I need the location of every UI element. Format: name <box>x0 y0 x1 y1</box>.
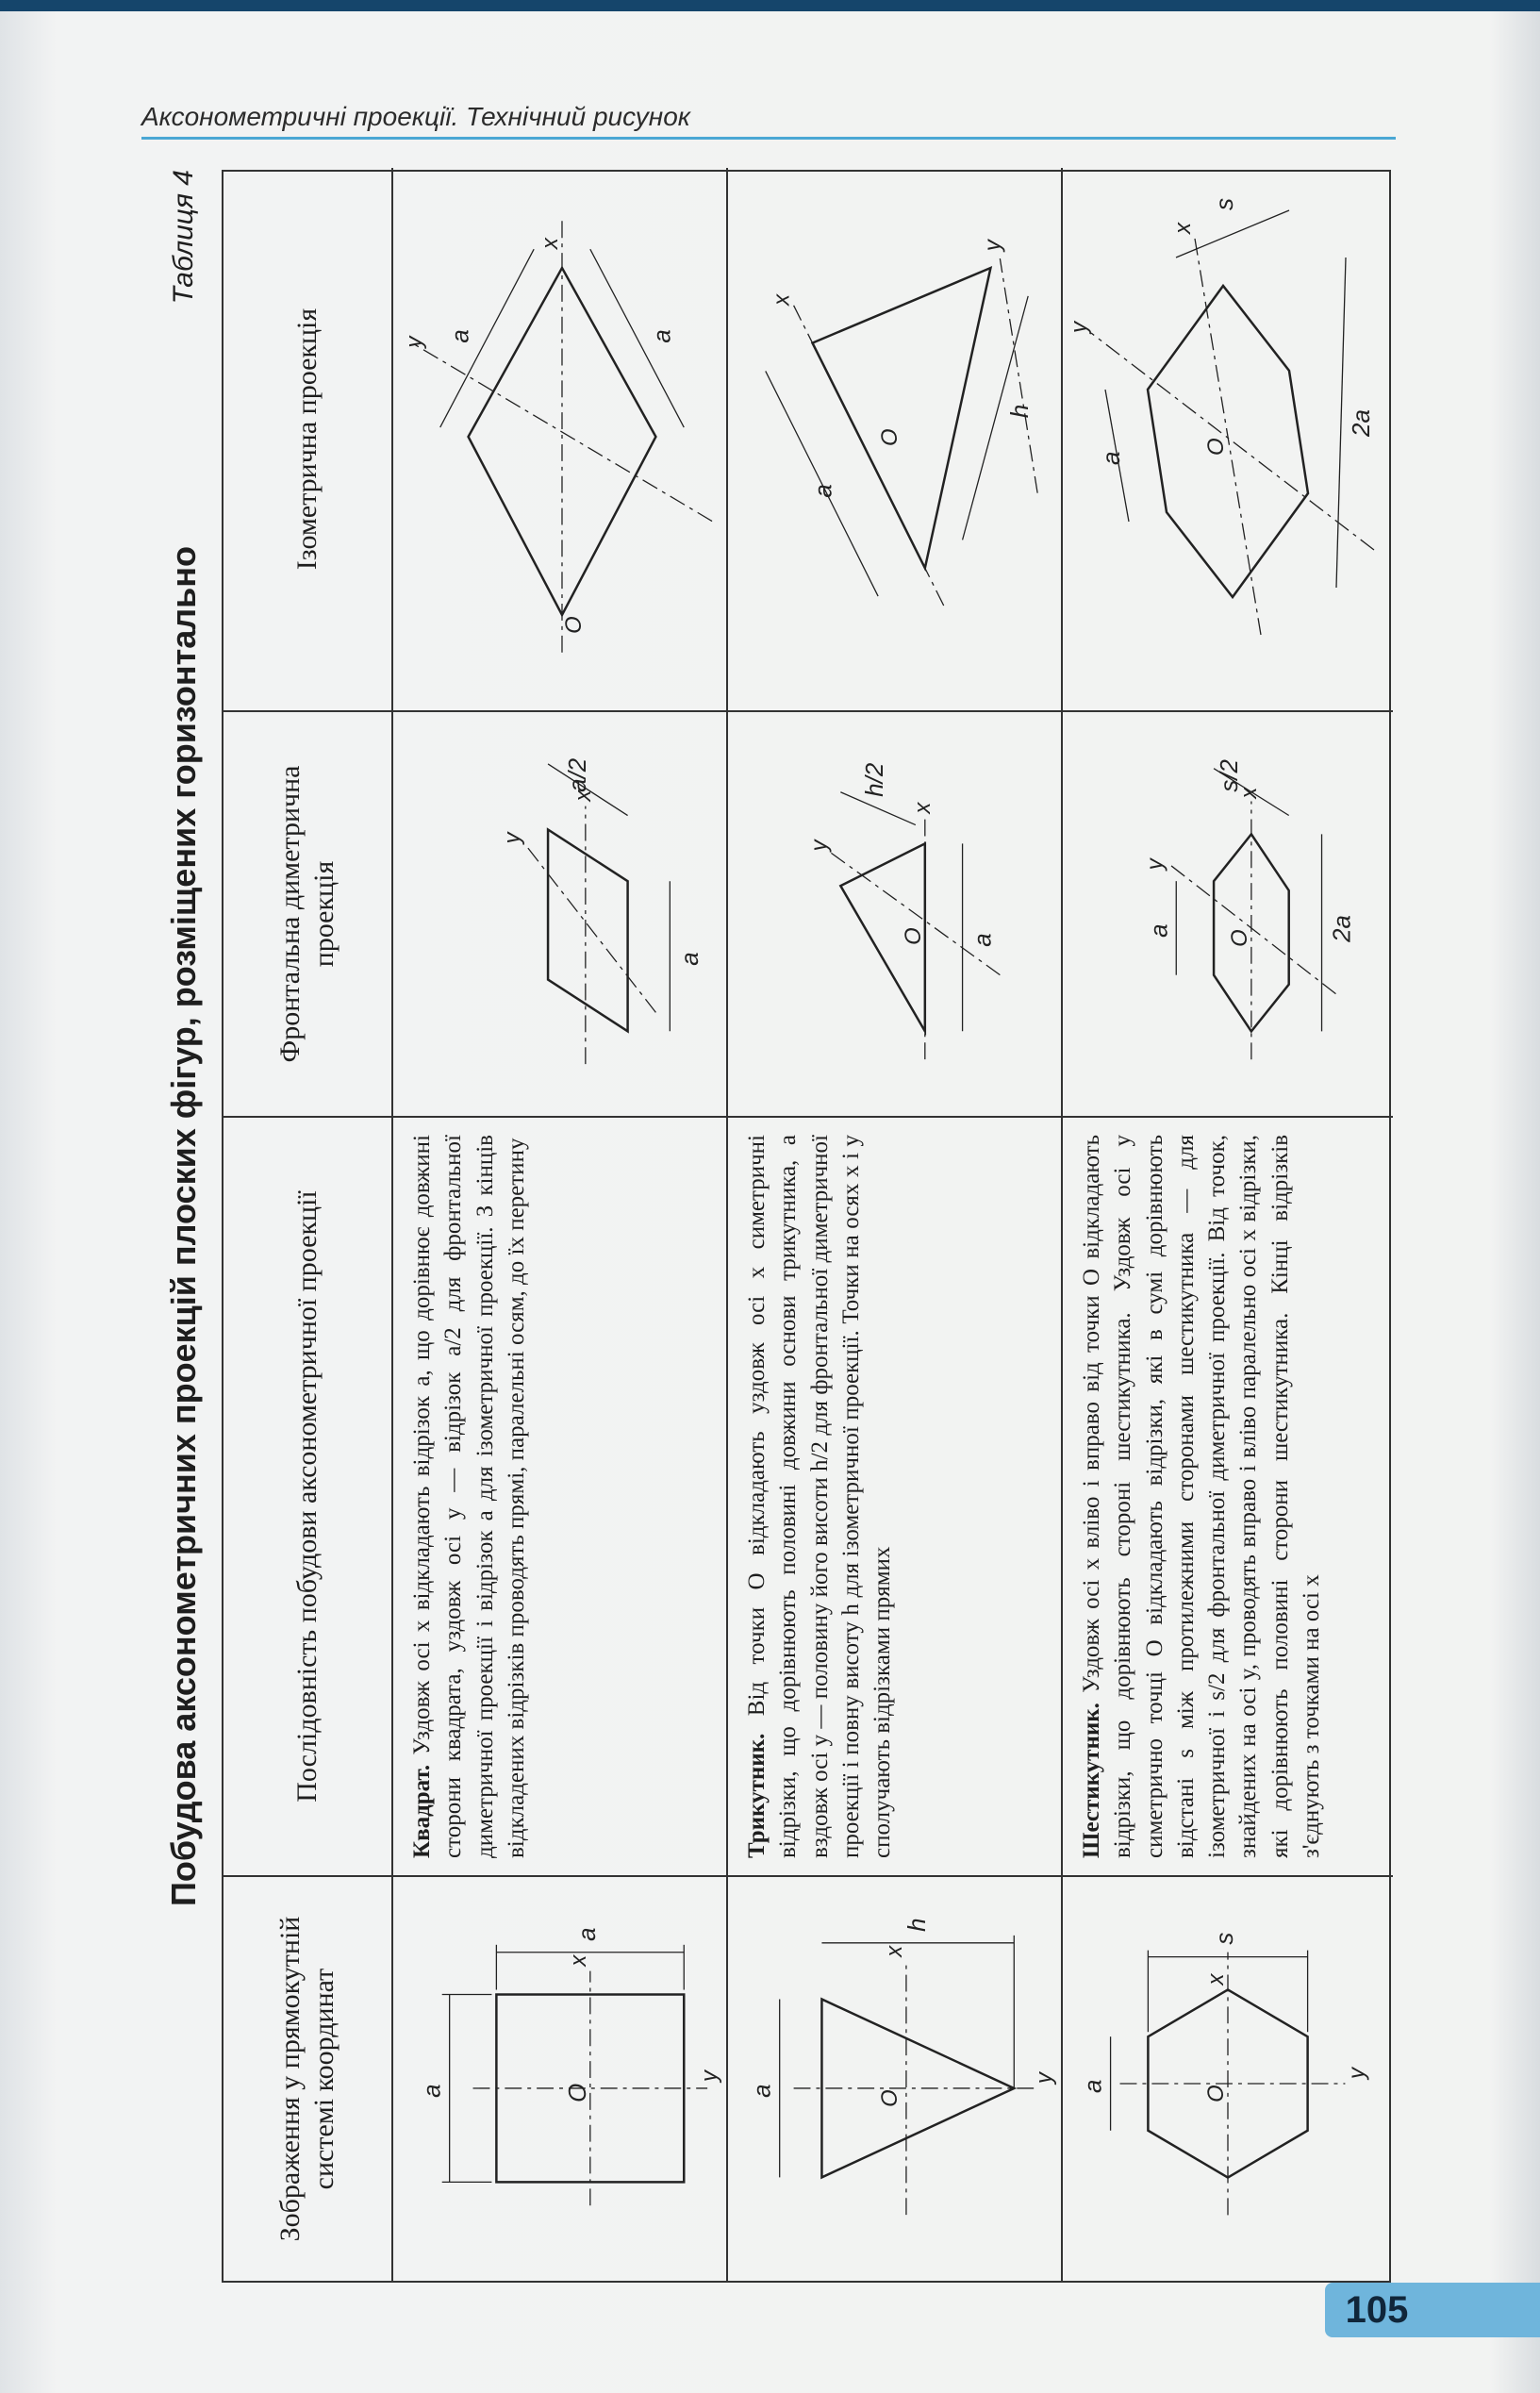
triangle-text: Від точки O відкладають уздовж осі x симетричні відрізки, що дорівнюють половині довжини основи трикутника, а вздовж осі y — половину його висоти h/2 для фронтальної диметричної проекції і повну висоту h для ізометричної проекції. Точки на осях x і y сполучають відрізками прямих <box>744 1135 895 1858</box>
square-dimetric-drawing <box>393 712 726 1116</box>
triangle-orthographic-drawing <box>728 1877 1061 2281</box>
hexagon-isometric-drawing <box>1063 168 1393 710</box>
top-color-band <box>0 0 1540 11</box>
hexagon-frontal-dimetric-figure <box>1063 710 1393 1116</box>
square-name: Квадрат. <box>409 1764 435 1858</box>
square-isometric-a-label-1: a <box>447 329 474 343</box>
triangle-description <box>728 1116 1063 1875</box>
column-header-sequence: Послідовність побудови аксонометричної проекції <box>224 1116 393 1875</box>
table-label: Таблиця 4 <box>168 170 199 305</box>
square-orthographic-drawing <box>393 1877 726 2281</box>
square-dimetric-y-label: y <box>500 832 526 844</box>
hexagon-dimetric-a-label: a <box>1146 923 1173 938</box>
triangle-isometric-a-label: a <box>810 484 837 498</box>
page-number-band <box>1429 2283 1540 2337</box>
square-isometric-y-label: y <box>401 336 427 348</box>
square-x-axis-label: x <box>565 1954 591 1967</box>
triangle-dimetric-x-label: x <box>909 802 936 814</box>
header-rule <box>141 137 1396 140</box>
column-header-coordinate-image: Зображення у прямокутній системі координат <box>224 1875 393 2281</box>
hexagon-isometric-figure <box>1063 168 1393 710</box>
hexagon-origin-label: O <box>1203 2085 1230 2102</box>
hexagon-isometric-origin-label: O <box>1203 438 1229 456</box>
triangle-isometric-x-label: x <box>769 293 795 306</box>
column-header-isometric: Ізометрична проекція <box>224 168 393 710</box>
square-origin-label: O <box>564 2083 591 2102</box>
hexagon-isometric-a-label: a <box>1097 451 1125 465</box>
triangle-isometric-h-label: h <box>1007 404 1035 419</box>
triangle-isometric-figure <box>728 168 1063 710</box>
hexagon-isometric-s-label: s <box>1210 198 1238 210</box>
square-frontal-dimetric-figure <box>393 710 728 1116</box>
hexagon-orthographic-figure <box>1063 1875 1393 2281</box>
square-side-label-vertical: a <box>573 1927 601 1941</box>
hexagon-dimetric-x-label: x <box>1235 787 1262 799</box>
triangle-dimetric-y-label: y <box>806 839 833 852</box>
triangle-y-label: y <box>1032 2072 1058 2084</box>
square-isometric-figure <box>393 168 728 710</box>
square-dimetric-a-half-label: a/2 <box>564 757 591 792</box>
hexagon-isometric-2a-label: 2a <box>1347 409 1375 437</box>
triangle-isometric-y-label: y <box>980 240 1006 252</box>
triangle-dimetric-a-label: a <box>969 933 997 947</box>
square-isometric-a-label-2: a <box>649 329 676 343</box>
triangle-dimetric-h-half-label: h/2 <box>862 762 889 797</box>
hexagon-orthographic-drawing <box>1063 1877 1393 2281</box>
square-dimetric-x-label: x <box>570 789 596 802</box>
triangle-base-label: a <box>749 2084 776 2098</box>
hexagon-dimetric-2a-label: 2a <box>1329 915 1356 942</box>
square-isometric-origin-label: O <box>560 616 587 634</box>
hexagon-s-label: s <box>1211 1932 1238 1945</box>
triangle-isometric-drawing <box>728 168 1061 710</box>
hexagon-dimetric-drawing <box>1063 712 1393 1116</box>
hexagon-dimetric-y-label: y <box>1142 858 1168 871</box>
construction-table <box>222 170 1391 2283</box>
square-description <box>393 1116 728 1875</box>
triangle-frontal-dimetric-figure <box>728 710 1063 1116</box>
page-number: 105 <box>1325 2283 1429 2337</box>
hexagon-name: Шестикутник. <box>1079 1703 1104 1858</box>
triangle-x-label: x <box>881 1945 907 1957</box>
hexagon-y-label: y <box>1344 2068 1370 2079</box>
square-orthographic-figure <box>393 1875 728 2281</box>
square-side-label-horizontal: a <box>419 2084 446 2098</box>
hexagon-side-label: a <box>1080 2079 1107 2093</box>
triangle-origin-label: O <box>876 2089 902 2107</box>
hexagon-dimetric-origin-label: O <box>1226 929 1252 947</box>
square-isometric-drawing <box>393 168 726 710</box>
square-dimetric-a-label: a <box>677 952 704 966</box>
triangle-dimetric-origin-label: O <box>900 927 926 945</box>
hexagon-description <box>1063 1116 1393 1875</box>
hexagon-text: Уздовж осі x вліво і вправо від точки O відкладають відрізки, що дорівнюють стороні шестикутника. Уздовж осі y симетрично точці O відкладають відрізки, які в сумі дорівнюють відстані s між протилежними сторонами шестикутника — для ізометричної і s/2 для фронтальної диметричної проекції. Від точок, знайдених на осі y, проводять вправо і вліво паралельно осі x відрізки, які дорівнюють половині сторони шестикутника. Кінці відрізків з'єднують з точками на осі x <box>1079 1135 1324 1858</box>
triangle-dimetric-drawing <box>728 712 1061 1116</box>
hexagon-x-label: x <box>1203 1973 1230 1986</box>
table-title: Побудова аксонометричних проекцій плоских фігур, розміщених горизонтально <box>164 546 203 1906</box>
triangle-isometric-origin-label: O <box>876 428 902 446</box>
square-text: Уздовж осі x відкладають відрізок a, що дорівнює довжині сторони квадрата, уздовж осі y — відрізок a/2 для фронтальної диметричної проекції і відрізок a для ізометричної проекції. З кінців відкладених відрізків проводять прямі, паралельні осям, до їх перетину <box>409 1135 529 1858</box>
hexagon-isometric-y-label: y <box>1067 322 1092 333</box>
triangle-height-label: h <box>903 1918 931 1932</box>
column-header-frontal-dimetric: Фронтальна диметрична проекція <box>224 710 393 1116</box>
hexagon-isometric-x-label: x <box>1170 223 1196 234</box>
triangle-orthographic-figure <box>728 1875 1063 2281</box>
square-isometric-x-label: x <box>538 238 564 250</box>
triangle-name: Трикутник. <box>744 1733 770 1858</box>
rotated-table-block <box>156 170 1410 2283</box>
square-y-axis-label: y <box>697 2070 723 2082</box>
running-header: Аксонометричні проекції. Технічний рисунок <box>141 102 690 131</box>
hexagon-dimetric-s-half-label: s/2 <box>1216 759 1243 792</box>
